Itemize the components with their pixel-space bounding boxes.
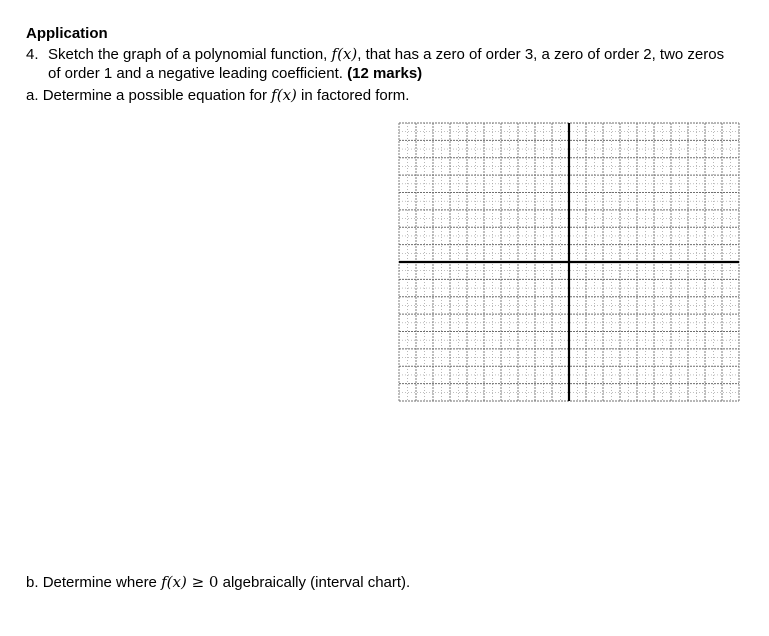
section-title: Application bbox=[26, 25, 108, 42]
question-text-line-2: of order 1 and a negative leading coefficient. bbox=[48, 65, 348, 82]
question-4-line-1 bbox=[26, 45, 724, 63]
part-a-prefix: Determine a possible equation for bbox=[42, 87, 272, 104]
question-4-line-2 bbox=[48, 65, 422, 82]
part-b-function-name: f bbox=[161, 573, 167, 591]
part-a-function-name: f bbox=[271, 86, 277, 104]
part-b-suffix: algebraically (interval chart). bbox=[218, 574, 411, 591]
question-text-suffix: , that has a zero of order 3, a zero of order 2, two zeros bbox=[357, 46, 725, 63]
function-variable: (x) bbox=[337, 45, 358, 63]
part-b bbox=[26, 573, 410, 591]
graph-grid[interactable] bbox=[397, 121, 741, 403]
part-a-label: a. bbox=[26, 87, 39, 104]
part-b-relation: ≥ 0 bbox=[186, 573, 219, 591]
part-a-function-variable: (x) bbox=[276, 86, 297, 104]
question-text-prefix: Sketch the graph of a polynomial function, bbox=[48, 46, 332, 63]
graph-grid-svg bbox=[397, 121, 741, 403]
part-b-function-variable: (x) bbox=[166, 573, 187, 591]
part-b-prefix: Determine where bbox=[42, 574, 162, 591]
question-marks: (12 marks) bbox=[347, 65, 423, 82]
part-b-label: b. bbox=[26, 574, 39, 591]
part-a bbox=[26, 86, 409, 104]
function-name: f bbox=[331, 45, 338, 63]
question-number: 4. bbox=[26, 46, 39, 63]
part-a-suffix: in factored form. bbox=[296, 87, 410, 104]
